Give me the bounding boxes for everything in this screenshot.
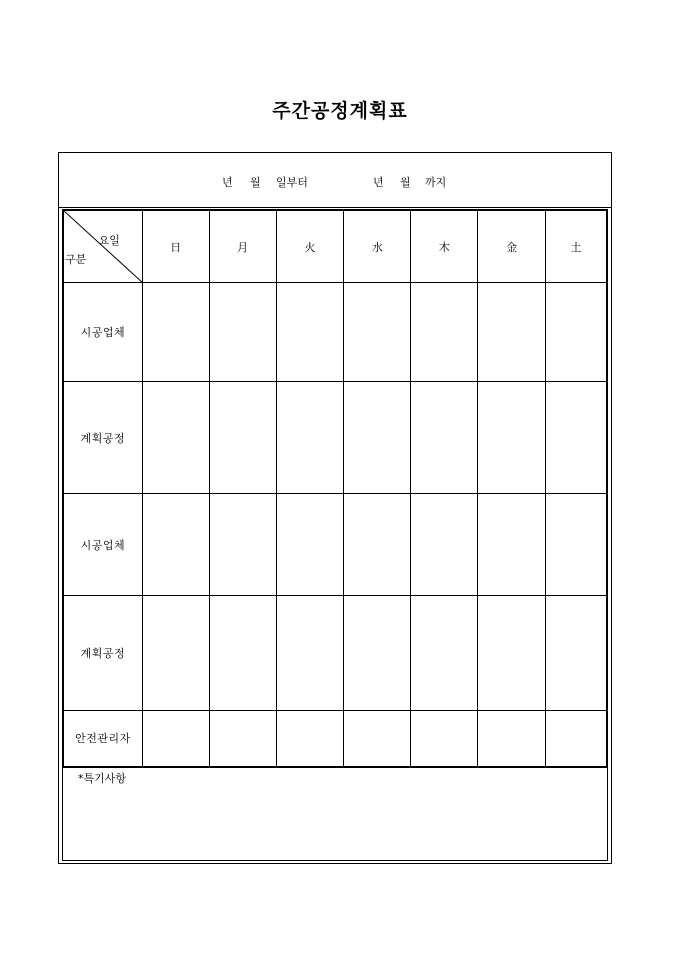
table-cell[interactable] — [546, 494, 607, 596]
day-header-sat: 土 — [546, 211, 607, 283]
to-month-label: 월 — [400, 176, 411, 189]
schedule-table — [63, 210, 607, 768]
document-title: 주간공정계획표 — [272, 100, 408, 122]
table-cell[interactable] — [276, 382, 344, 494]
day-header-label: 요일 — [98, 234, 120, 247]
category-header-label: 구분 — [65, 253, 87, 266]
day-header-thu: 木 — [411, 211, 478, 283]
table-cell[interactable] — [411, 382, 478, 494]
row-label-contractor-1: 시공업체 — [64, 283, 143, 382]
table-cell[interactable] — [209, 283, 276, 382]
to-until-label: 까지 — [425, 176, 447, 189]
to-year-label: 년 — [373, 176, 384, 189]
table-cell[interactable] — [546, 283, 607, 382]
schedule-frame — [58, 152, 612, 864]
row-label-safety-manager: 안전관리자 — [64, 711, 143, 767]
table-cell[interactable] — [546, 382, 607, 494]
table-cell[interactable] — [478, 382, 546, 494]
table-cell[interactable] — [478, 596, 546, 711]
table-cell[interactable] — [209, 711, 276, 767]
table-cell[interactable] — [209, 596, 276, 711]
row-label-plan-2: 계획공정 — [64, 596, 143, 711]
table-cell[interactable] — [344, 494, 411, 596]
table-cell[interactable] — [411, 283, 478, 382]
table-cell[interactable] — [209, 382, 276, 494]
table-cell[interactable] — [478, 711, 546, 767]
table-row — [64, 382, 607, 494]
table-row — [64, 596, 607, 711]
from-day-label: 일부터 — [276, 176, 308, 189]
table-cell[interactable] — [344, 711, 411, 767]
table-cell[interactable] — [546, 711, 607, 767]
table-cell[interactable] — [209, 494, 276, 596]
table-cell[interactable] — [478, 494, 546, 596]
table-cell[interactable] — [546, 596, 607, 711]
row-label-plan-1: 계획공정 — [64, 382, 143, 494]
day-header-sun: 日 — [142, 211, 209, 283]
table-cell[interactable] — [344, 382, 411, 494]
row-label-contractor-2: 시공업체 — [64, 494, 143, 596]
table-row — [64, 494, 607, 596]
from-month-label: 월 — [250, 176, 261, 189]
from-year-label: 년 — [222, 176, 233, 189]
table-cell[interactable] — [276, 494, 344, 596]
table-row — [64, 283, 607, 382]
table-row — [64, 711, 607, 767]
schedule-grid — [62, 209, 608, 861]
table-cell[interactable] — [478, 283, 546, 382]
table-cell[interactable] — [142, 711, 209, 767]
table-cell[interactable] — [142, 494, 209, 596]
table-cell[interactable] — [142, 382, 209, 494]
notes-label: *특기사항 — [78, 772, 127, 785]
table-cell[interactable] — [411, 711, 478, 767]
table-cell[interactable] — [411, 596, 478, 711]
period-row — [59, 153, 611, 208]
table-cell[interactable] — [276, 711, 344, 767]
header-corner-cell — [64, 211, 143, 283]
table-cell[interactable] — [344, 283, 411, 382]
header-row — [64, 211, 607, 283]
day-header-tue: 火 — [276, 211, 344, 283]
day-header-fri: 金 — [478, 211, 546, 283]
table-cell[interactable] — [142, 283, 209, 382]
day-header-wed: 水 — [344, 211, 411, 283]
table-cell[interactable] — [276, 596, 344, 711]
table-cell[interactable] — [411, 494, 478, 596]
day-header-mon: 月 — [209, 211, 276, 283]
table-cell[interactable] — [142, 596, 209, 711]
table-cell[interactable] — [344, 596, 411, 711]
table-cell[interactable] — [276, 283, 344, 382]
